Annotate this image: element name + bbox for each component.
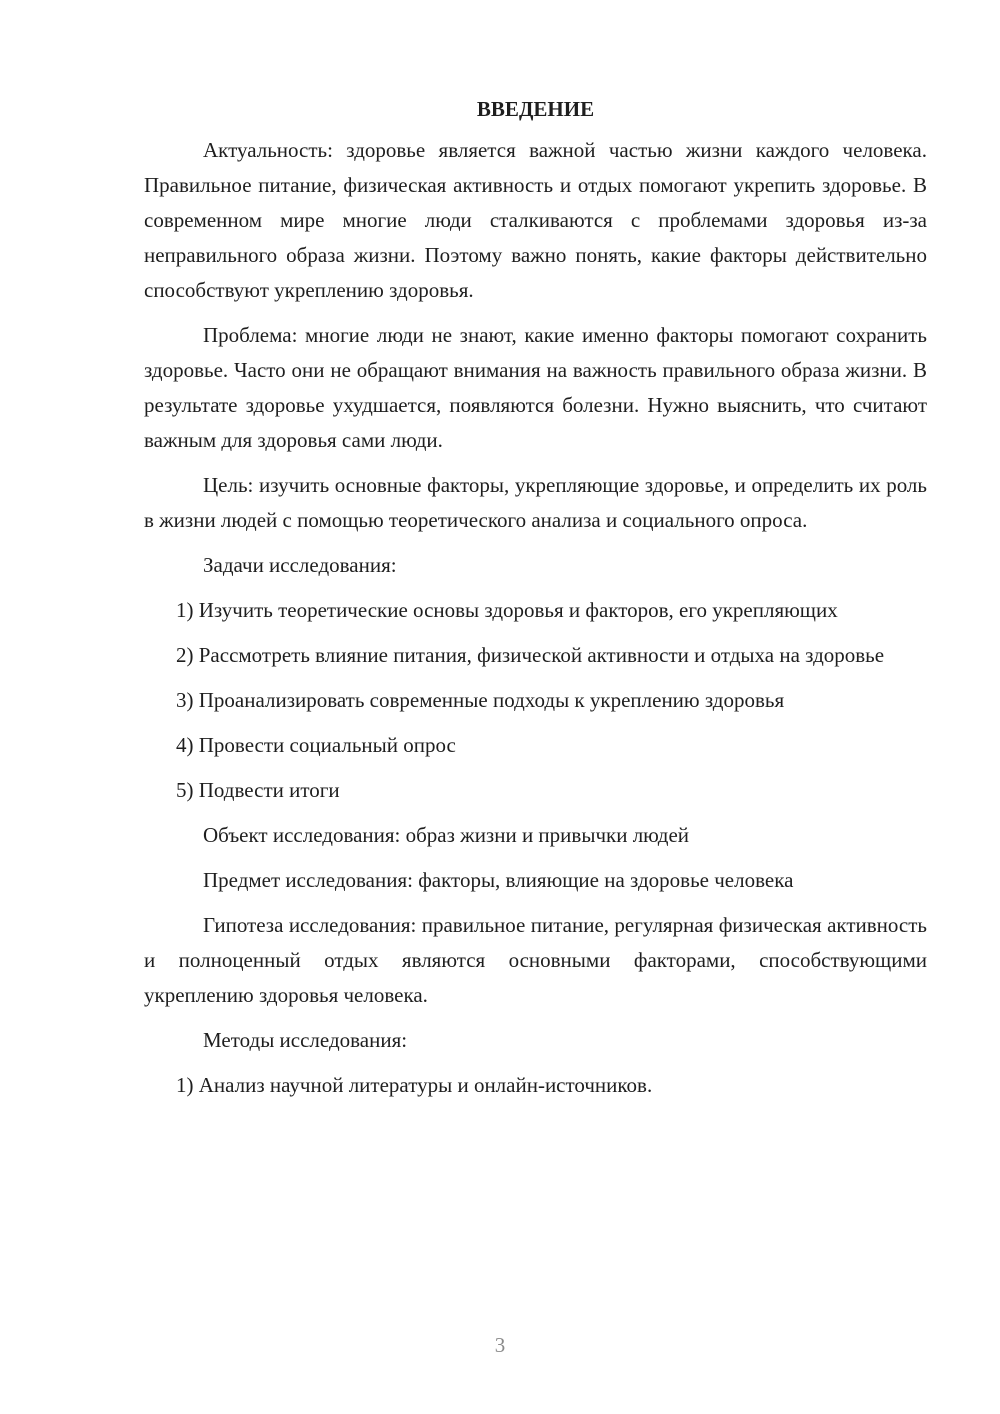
- page-number: 3: [494, 1333, 506, 1357]
- task-item: 3) Проанализировать современные подходы к укреплению здоровья: [176, 688, 785, 712]
- methods-title: Методы исследования:: [203, 1028, 408, 1052]
- goal-paragraph: Цель: изучить основные факторы, укрепляющие здоровье, и определить их роль в жизни людей с помощью теоретического анализа и социального опроса.: [144, 473, 927, 532]
- research-object: Объект исследования: образ жизни и привычки людей: [203, 823, 690, 847]
- section-heading: ВВЕДЕНИЕ: [476, 97, 595, 121]
- page-content: [144, 92, 927, 1113]
- method-item: 1) Анализ научной литературы и онлайн-источников.: [176, 1073, 653, 1097]
- tasks-title: Задачи исследования:: [203, 553, 397, 577]
- relevance-paragraph: Актуальность: здоровье является важной частью жизни каждого человека. Правильное питание, физическая активность и отдых помогают укрепить здоровье. В современном мире многие люди сталкиваются с проблемами здоровья из-за неправильного образа жизни. Поэтому важно понять, какие факторы действительно способствуют укреплению здоровья.: [144, 138, 927, 302]
- task-item: 1) Изучить теоретические основы здоровья и факторов, его укрепляющих: [176, 598, 838, 622]
- task-item: 4) Провести социальный опрос: [176, 733, 456, 757]
- task-item: 2) Рассмотреть влияние питания, физической активности и отдыха на здоровье: [176, 643, 885, 667]
- research-subject: Предмет исследования: факторы, влияющие на здоровье человека: [203, 868, 794, 892]
- hypothesis-paragraph: Гипотеза исследования: правильное питание, регулярная физическая активность и полноценный отдых являются основными факторами, способствующими укреплению здоровья человека.: [144, 913, 927, 1007]
- problem-paragraph: Проблема: многие люди не знают, какие именно факторы помогают сохранить здоровье. Часто они не обращают внимания на важность правильного образа жизни. В результате здоровье ухудшается, появляются болезни. Нужно выяснить, что считают важным для здоровья сами люди.: [144, 323, 927, 452]
- task-item: 5) Подвести итоги: [176, 778, 340, 802]
